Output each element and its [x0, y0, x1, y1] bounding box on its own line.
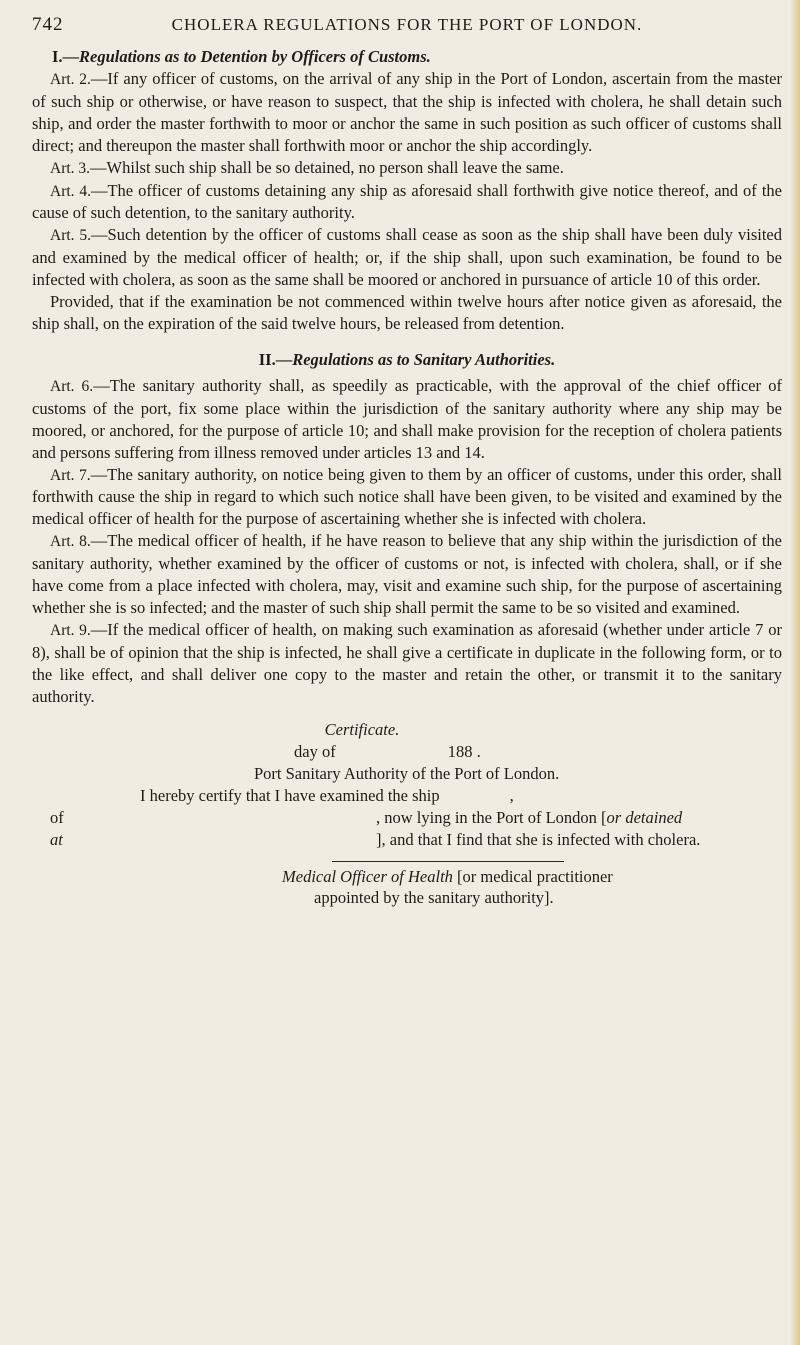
article-4: [32, 180, 782, 225]
certificate-line-1: [140, 785, 782, 807]
certificate-date-line: [32, 741, 782, 763]
certificate-line-3: [140, 829, 782, 851]
line-end-comma: ,: [509, 786, 514, 806]
running-head: [32, 14, 782, 36]
certificate-form: [32, 719, 782, 908]
article-label: Art. 4.: [50, 182, 91, 200]
article-text: —Such detention by the officer of customs shall cease as soon as the ship shall have been duly visited and examined by the medical officer of health; or, if the ship shall, upon such examination, be found to be infected with cholera, as soon as the same shall be moored or anchored in pursuance of article 10 of this order.: [32, 225, 782, 290]
signature-block: [32, 866, 782, 908]
article-label: Art. 9.: [50, 621, 91, 639]
infected-text: ], and that I find that she is infected with cholera.: [376, 830, 701, 850]
proviso-paragraph: [32, 291, 782, 335]
article-8: [32, 530, 782, 619]
article-text: —The sanitary authority shall, as speedily as practicable, with the approval of the chief officer of customs of the port, fix some place within the jurisdiction of the sanitary authority where any ship may be moored, or anchored, for the purpose of article 10; and shall make provision for the reception of cholera patients and persons suffering from illness removed under articles 13 and 14.: [32, 375, 782, 462]
article-2: [32, 68, 782, 157]
articles-section-one: [32, 68, 782, 335]
section-heading-two: [32, 349, 782, 371]
article-9: [32, 619, 782, 708]
section-heading-one: [32, 46, 782, 68]
article-text: —If the medical officer of health, on making such examination as aforesaid (whether under article 7 or 8), shall be of opinion that the ship is infected, he shall give a certificate in duplicate in the following form, or to the like effect, and shall deliver one copy to the master and retain the other, or transmit it to the sanitary authority.: [32, 619, 782, 706]
article-label: Art. 3.: [50, 159, 91, 177]
detained-italic: or detained: [606, 808, 683, 828]
article-label: Art. 6.: [50, 377, 94, 395]
section-title: Regulations as to Sanitary Authorities.: [292, 349, 556, 369]
article-text: —Whilst such ship shall be so detained, no person shall leave the same.: [90, 157, 564, 177]
section-number: II.—: [258, 349, 293, 369]
article-text: —The medical officer of health, if he have reason to believe that any ship within the jurisdiction of the sanitary authority, whether examined by the officer of customs or not, is infected with cholera, shall, or if she have come from a place infected with cholera, may, visit and examine such ship, for the purpose of ascertaining whether she is so infected; and the master of such ship shall permit the same to be so visited and examined.: [32, 531, 782, 617]
article-label: Art. 2.: [50, 71, 91, 88]
margin-note-at: at: [50, 830, 63, 850]
signature-alt: [or medical practitioner: [452, 867, 613, 887]
article-text: —If any officer of customs, on the arrival of any ship in the Port of London, ascertain from the master of such ship or otherwise, or have reason to suspect, that the ship is infected with cholera, he shall detain such ship, and order the master forthwith to moor or anchor the same in such position as such officer of customs shall direct; and thereupon the master shall forthwith moor or anchor the ship accordingly.: [32, 69, 782, 155]
certificate-title: Certificate.: [324, 720, 400, 740]
date-blank: [336, 741, 448, 763]
article-7: [32, 464, 782, 531]
article-6: [32, 375, 782, 464]
page-number: 742: [32, 14, 64, 35]
certificate-authority-line: Port Sanitary Authority of the Port of London.: [254, 764, 560, 784]
articles-section-two: [32, 375, 782, 708]
signature-line-2: appointed by the sanitary authority].: [314, 888, 554, 908]
article-text: —The officer of customs detaining any ship as aforesaid shall forthwith give notice thereof, and of the cause of such detention, to the sanitary authority.: [32, 180, 782, 223]
date-year: 188 .: [447, 742, 481, 762]
signature-rule: [332, 861, 564, 862]
article-label: Art. 8.: [50, 533, 91, 551]
article-label: Art. 5.: [50, 227, 92, 245]
page-edge-shadow: [790, 0, 800, 1345]
signature-title: Medical Officer of Health: [282, 867, 453, 887]
lying-text: , now lying in the Port of London [: [376, 808, 607, 828]
margin-note-of: of: [50, 808, 64, 828]
signature-line-1: [282, 866, 782, 887]
section-title: Regulations as to Detention by Officers of Customs.: [79, 47, 431, 66]
certificate-line-2: [140, 807, 782, 829]
article-5: [32, 224, 782, 291]
article-text: Provided, that if the examination be not commenced within twelve hours after notice given as aforesaid, the ship shall, on the expiration of the said twelve hours, be released from detention.: [32, 292, 782, 333]
section-number: I.—: [52, 47, 80, 66]
date-prefix: day of: [294, 742, 336, 762]
certify-text: I hereby certify that I have examined the ship: [140, 786, 440, 806]
running-title: CHOLERA REGULATIONS FOR THE PORT OF LONDON.: [171, 15, 643, 34]
article-label: Art. 7.: [50, 466, 91, 484]
certificate-body: [32, 785, 782, 851]
article-text: —The sanitary authority, on notice being given to them by an officer of customs, under this order, shall forthwith cause the ship in regard to which such notice shall have been given, to be visited and examined by the medical officer of health for the purpose of ascertaining whether she is infected with cholera.: [32, 464, 782, 529]
article-3: [32, 157, 782, 180]
